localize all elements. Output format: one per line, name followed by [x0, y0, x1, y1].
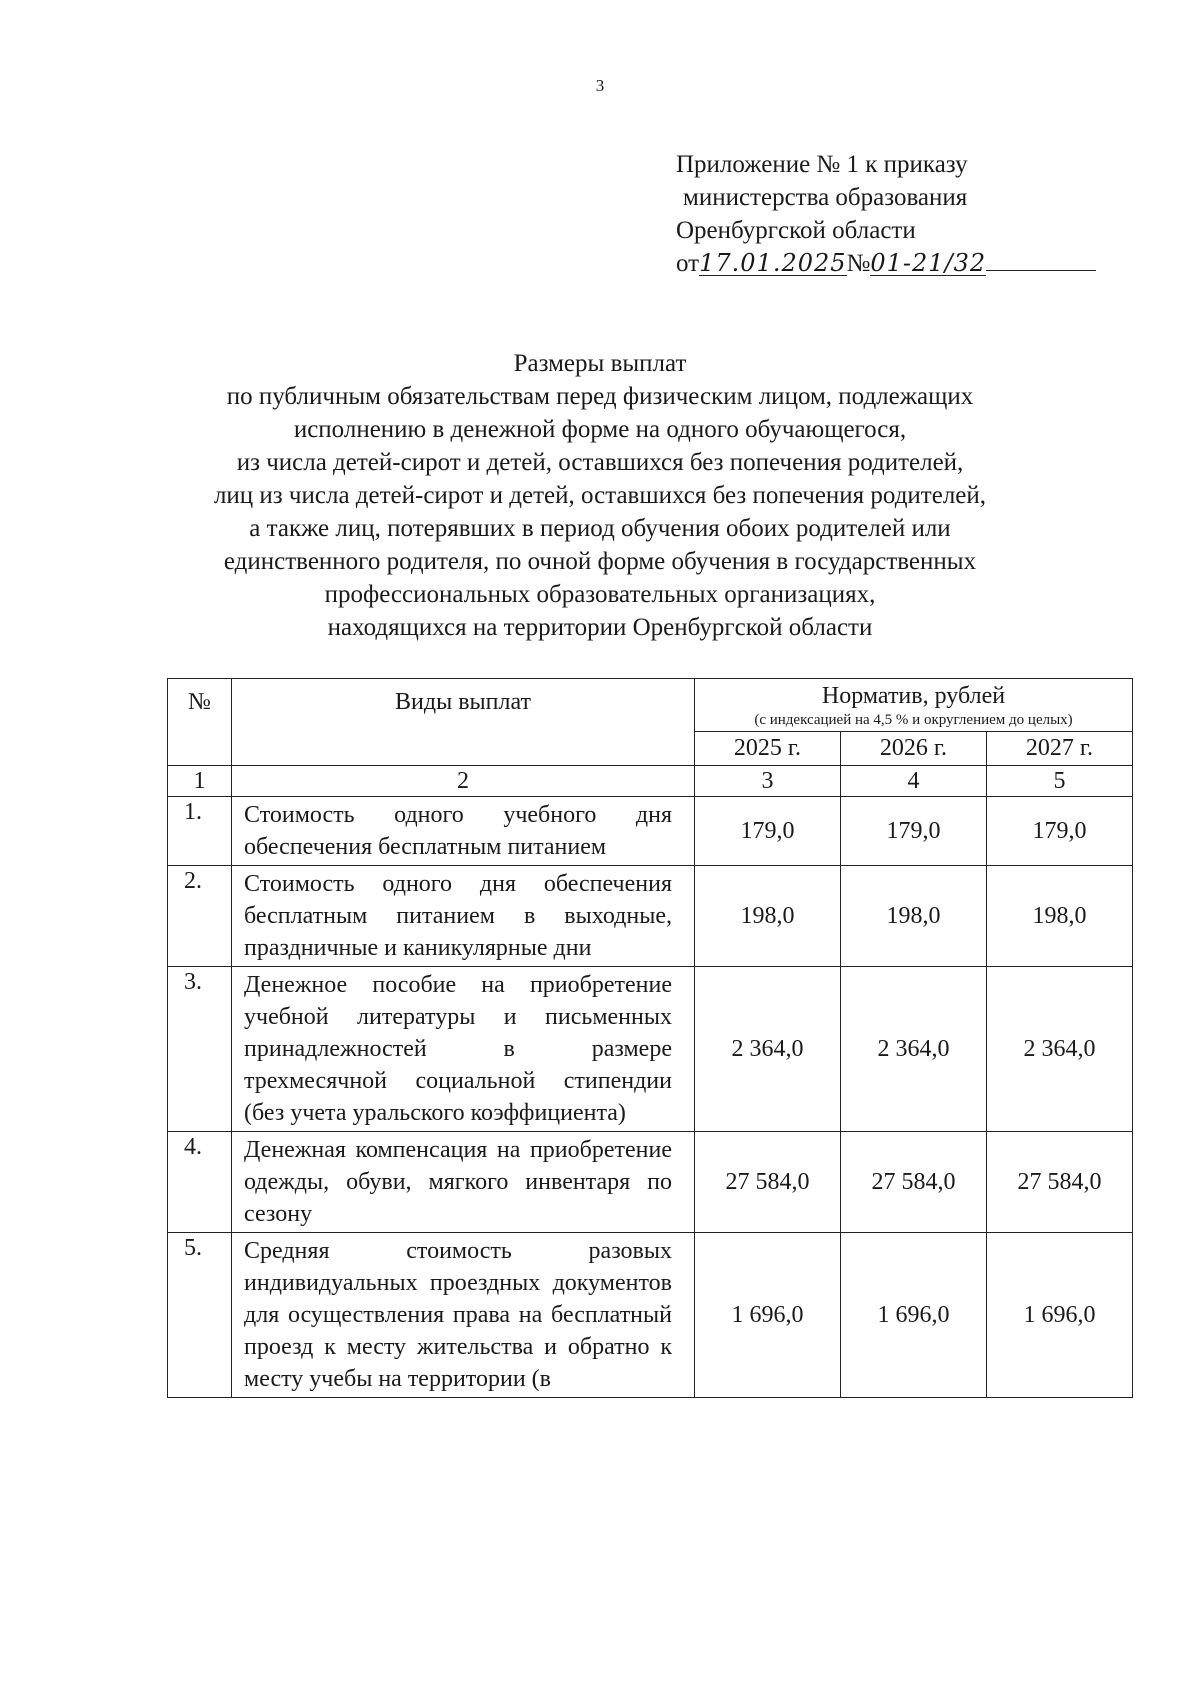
column-index: 1: [168, 766, 232, 797]
page-number: 3: [595, 76, 605, 95]
table-row: [168, 866, 1133, 967]
table-row: [168, 1233, 1133, 1398]
header-number: №: [168, 679, 232, 766]
header-year-2025: 2025 г.: [695, 732, 841, 766]
row-number: 3.: [168, 967, 232, 1132]
appendix-line-2: министерства образования: [683, 184, 968, 211]
row-payment-kind: Денежное пособие на приобретение учебной литературы и письменных принадлежностей в размере трехмесячной социальной стипендии (без учета уральского коэффициента): [232, 967, 695, 1132]
row-value-2025: 1 696,0: [695, 1233, 841, 1398]
column-index: 3: [695, 766, 841, 797]
signature-underline: [986, 270, 1096, 271]
title-line-2: по публичным обязательствам перед физическим лицом, подлежащих: [226, 383, 974, 410]
row-value-2026: 27 584,0: [841, 1132, 987, 1233]
row-value-2025: 27 584,0: [695, 1132, 841, 1233]
row-number: 5.: [168, 1233, 232, 1398]
title-line-3: исполнению в денежной форме на одного обучающегося,: [293, 416, 907, 443]
title-line-4: из числа детей-сирот и детей, оставшихся без попечения родителей,: [236, 449, 964, 476]
table-header-row: [168, 679, 1133, 732]
row-value-2027: 1 696,0: [987, 1233, 1133, 1398]
row-value-2026: 1 696,0: [841, 1233, 987, 1398]
column-index: 2: [232, 766, 695, 797]
handwritten-number: 01-21/32: [870, 249, 987, 277]
document-title: [0, 347, 1200, 644]
title-line-5: лиц из числа детей-сирот и детей, оставшихся без попечения родителей,: [213, 482, 987, 509]
row-payment-kind: Средняя стоимость разовых индивидуальных проездных документов для осуществления права на бесплатный проезд к месту жительства и обратно к месту учебы на территории (в: [232, 1233, 695, 1398]
title-line-7: единственного родителя, по очной форме обучения в государственных: [223, 548, 977, 575]
date-prefix: от: [676, 250, 700, 277]
payments-table: [167, 678, 1133, 1398]
appendix-header: [676, 148, 1096, 280]
number-prefix: №: [846, 250, 871, 277]
row-value-2025: 2 364,0: [695, 967, 841, 1132]
row-value-2025: 179,0: [695, 797, 841, 866]
handwritten-date: 17.01.2025: [699, 249, 847, 277]
appendix-line-3: Оренбургской области: [676, 217, 916, 244]
header-norm-title: Норматив, рублей: [821, 683, 1006, 709]
row-payment-kind: Стоимость одного дня обеспечения бесплатным питанием в выходные, праздничные и каникулярные дни: [232, 866, 695, 967]
header-norm: [695, 679, 1133, 732]
header-year-2026: 2026 г.: [841, 732, 987, 766]
column-index: 5: [987, 766, 1133, 797]
row-value-2026: 179,0: [841, 797, 987, 866]
row-value-2027: 198,0: [987, 866, 1133, 967]
table-row: [168, 967, 1133, 1132]
table-row: [168, 797, 1133, 866]
row-payment-kind: Денежная компенсация на приобретение одежды, обуви, мягкого инвентаря по сезону: [232, 1132, 695, 1233]
row-value-2026: 198,0: [841, 866, 987, 967]
row-value-2025: 198,0: [695, 866, 841, 967]
title-line-9: находящихся на территории Оренбургской области: [327, 614, 873, 641]
row-payment-kind: Стоимость одного учебного дня обеспечения бесплатным питанием: [232, 797, 695, 866]
row-value-2026: 2 364,0: [841, 967, 987, 1132]
column-index: 4: [841, 766, 987, 797]
row-value-2027: 179,0: [987, 797, 1133, 866]
row-value-2027: 2 364,0: [987, 967, 1133, 1132]
appendix-line-1: Приложение № 1 к приказу: [676, 151, 968, 178]
title-line-8: профессиональных образовательных организациях,: [324, 581, 876, 608]
header-norm-note: (с индексацией на 4,5 % и округлением до целых): [754, 712, 1073, 728]
column-index-row: [168, 766, 1133, 797]
header-year-2027: 2027 г.: [987, 732, 1133, 766]
title-line-1: Размеры выплат: [513, 350, 687, 377]
appendix-date-line: [676, 247, 1096, 280]
header-payment-kind: Виды выплат: [232, 679, 695, 766]
title-line-6: а также лиц, потерявших в период обучения обоих родителей или: [249, 515, 951, 542]
row-value-2027: 27 584,0: [987, 1132, 1133, 1233]
row-number: 2.: [168, 866, 232, 967]
table-row: [168, 1132, 1133, 1233]
row-number: 1.: [168, 797, 232, 866]
row-number: 4.: [168, 1132, 232, 1233]
